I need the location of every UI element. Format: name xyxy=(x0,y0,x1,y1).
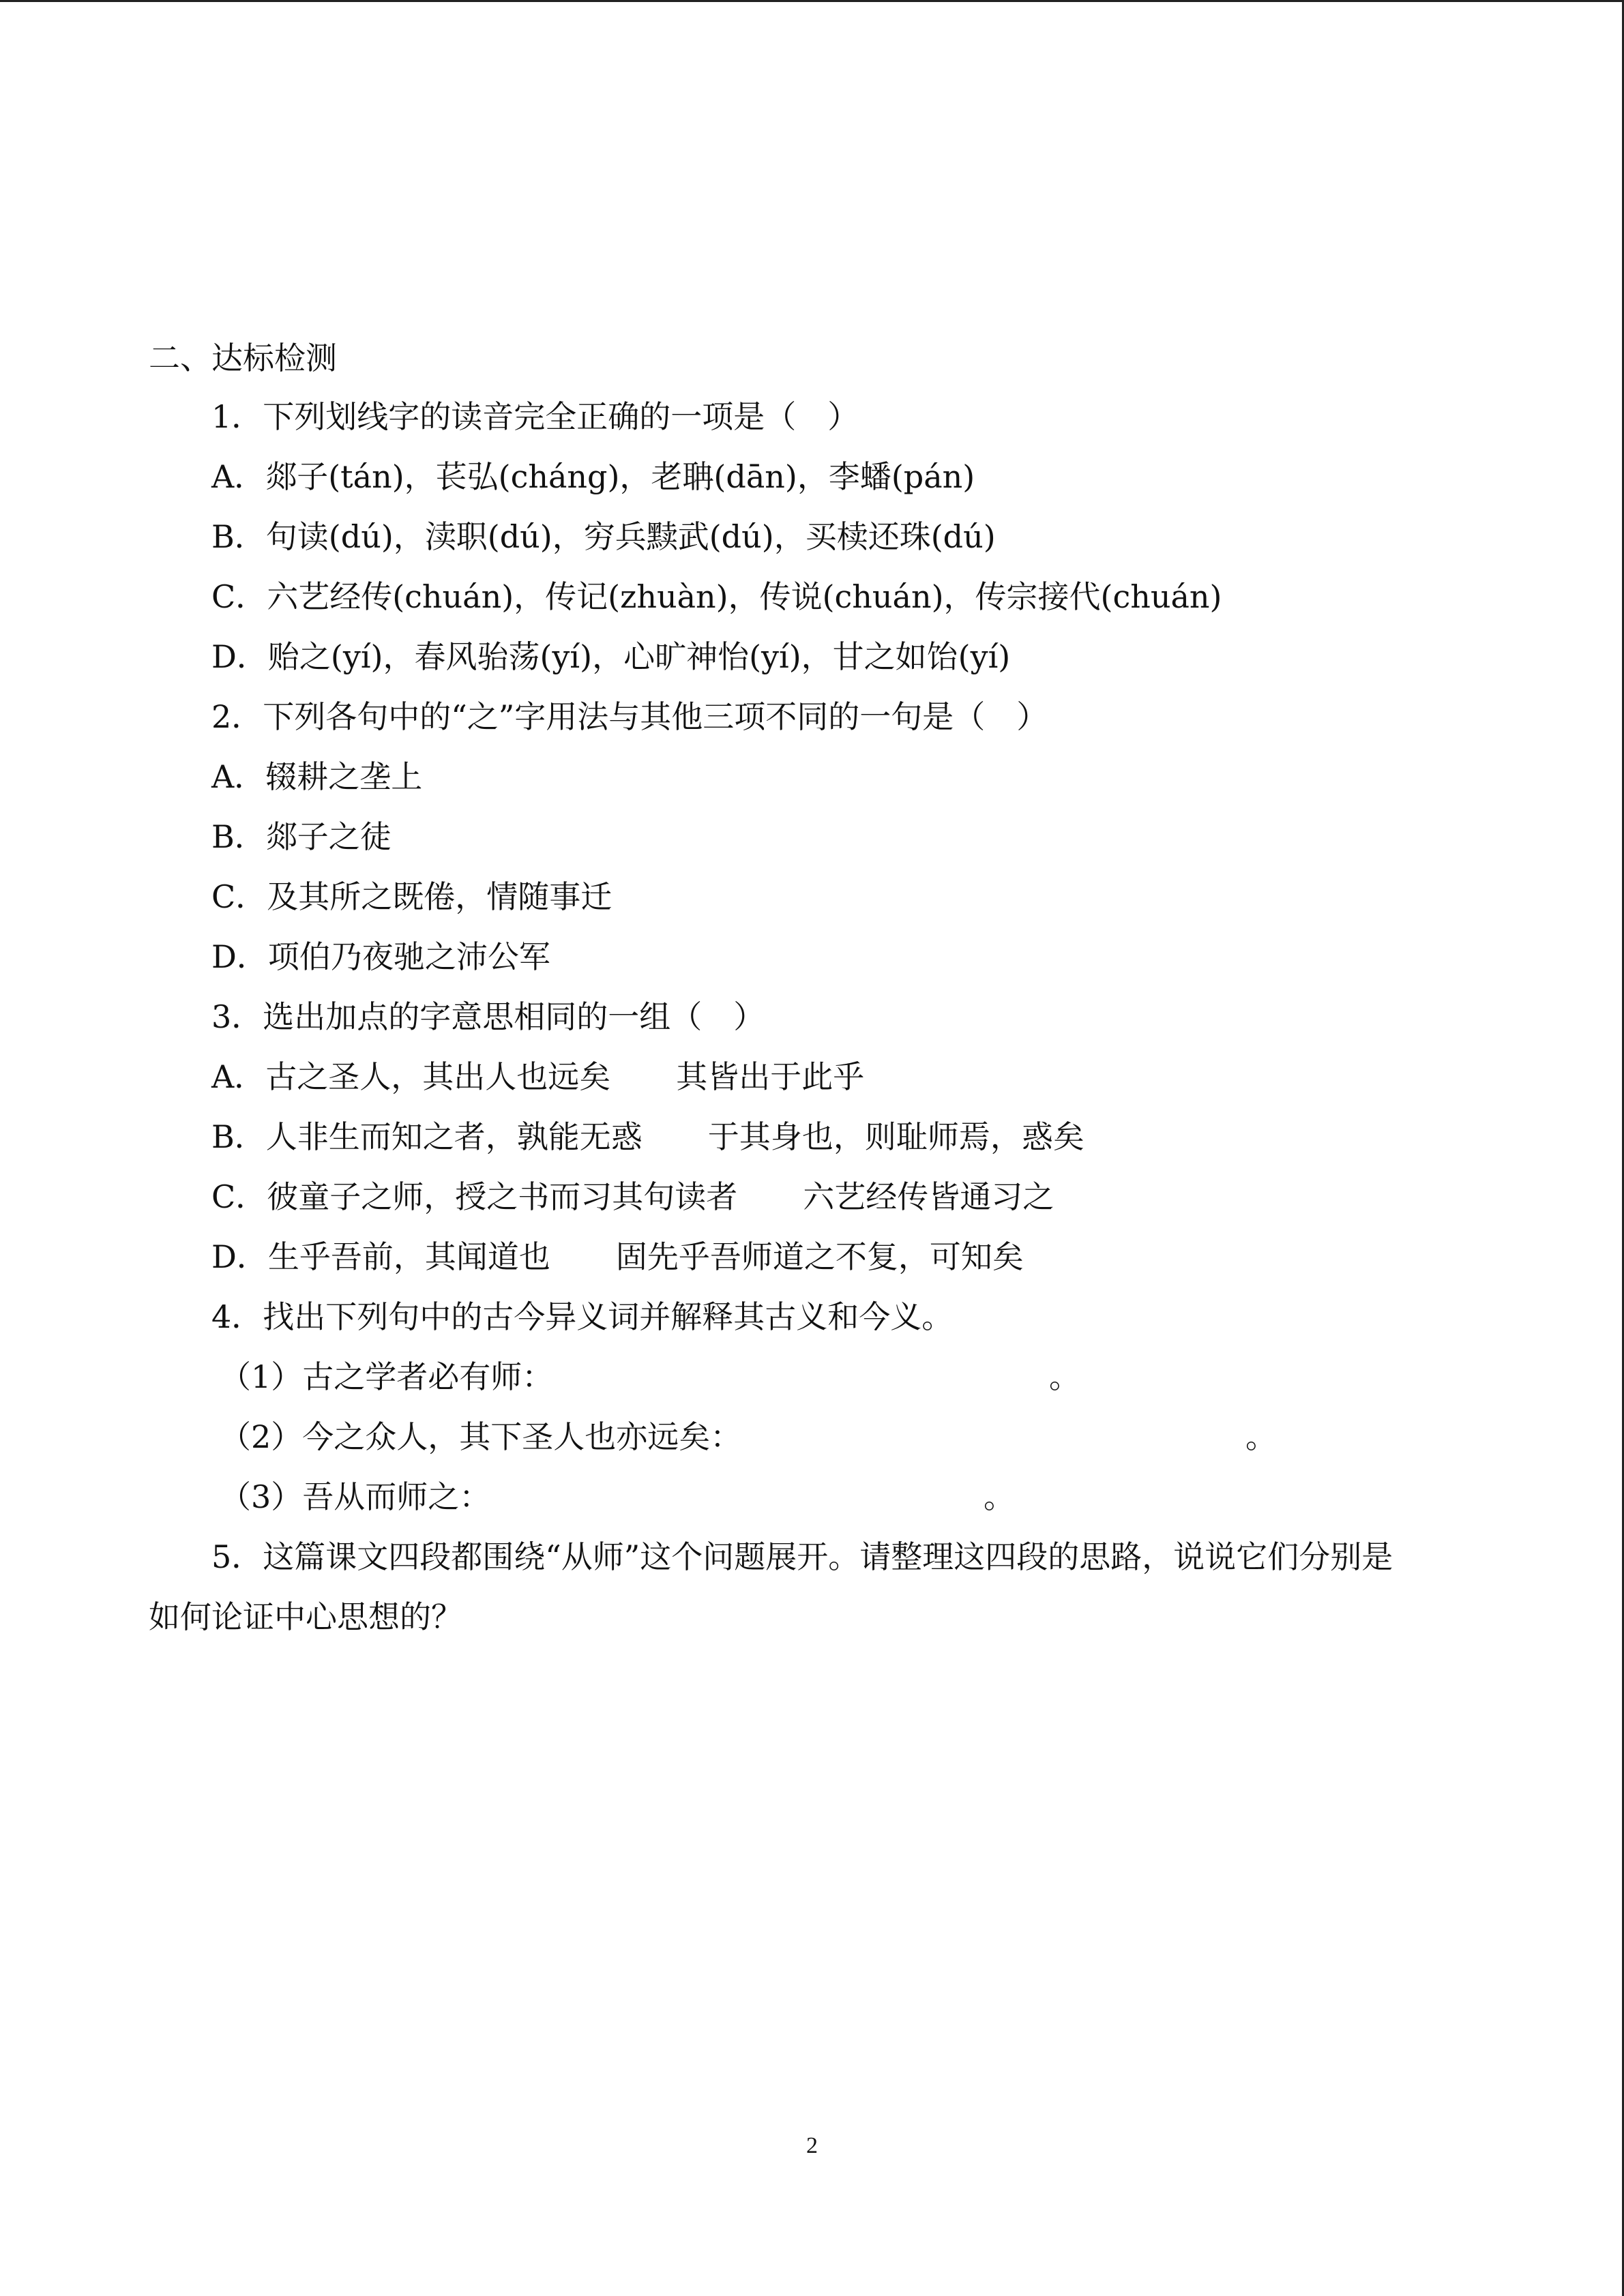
question-3-option-b xyxy=(211,1116,1084,1157)
section-heading: 二、达标检测 xyxy=(149,340,337,376)
page-number: 2 xyxy=(806,2133,818,2158)
question-2-option-b: B．郯子之徒 xyxy=(211,818,392,855)
question-4-item-2-end: 。 xyxy=(1245,1418,1277,1455)
option-c-right: 六艺经传皆通习之 xyxy=(803,1178,1054,1215)
question-2-option-c: C．及其所之既倦，情随事迁 xyxy=(211,878,612,915)
question-1-option-a: A．郯子(tán)，苌弘(cháng)，老聃(dān)，李蟠(pán) xyxy=(211,458,975,495)
option-b-left: B．人非生而知之者，孰能无惑 xyxy=(211,1118,643,1155)
question-1-stem: 1．下列划线字的读音完全正确的一项是（ ） xyxy=(211,398,859,435)
question-4-item-3: （3）吾从而师之： xyxy=(220,1478,491,1515)
question-3-stem: 3．选出加点的字意思相同的一组（ ） xyxy=(211,998,765,1035)
question-3-option-d xyxy=(211,1236,1024,1277)
question-4-item-1: （1）古之学者必有师： xyxy=(220,1358,554,1395)
option-a-left: A．古之圣人，其出人也远矣 xyxy=(211,1058,611,1095)
question-3-option-c xyxy=(211,1176,1054,1217)
question-1-option-b: B．句读(dú)，渎职(dú)，穷兵黩武(dú)，买椟还珠(dú) xyxy=(211,518,996,555)
question-4-item-3-end: 。 xyxy=(984,1478,1015,1515)
option-c-left: C．彼童子之师，授之书而习其句读者 xyxy=(211,1178,738,1215)
question-2-stem: 2．下列各句中的“之”字用法与其他三项不同的一句是（ ） xyxy=(211,698,1048,735)
question-4-item-2: （2）今之众人，其下圣人也亦远矣： xyxy=(220,1418,742,1455)
question-5-line-1: 5．这篇课文四段都围绕“从师”这个问题展开。请整理这四段的思路，说说它们分别是 xyxy=(211,1538,1393,1575)
question-5-line-2: 如何论证中心思想的？ xyxy=(149,1598,462,1635)
option-b-right: 于其身也，则耻师焉，惑矣 xyxy=(707,1118,1084,1155)
question-3-option-a xyxy=(211,1056,864,1097)
question-1-option-d: D．贻之(yí)，春风骀荡(yí)，心旷神怡(yí)，甘之如饴(yí) xyxy=(211,638,1011,675)
option-d-left: D．生乎吾前，其闻道也 xyxy=(211,1238,550,1275)
option-a-right: 其皆出于此乎 xyxy=(676,1058,865,1095)
question-4-stem: 4．找出下列句中的古今异义词并解释其古义和今义。 xyxy=(211,1298,954,1335)
question-1-option-c: C．六艺经传(chuán)，传记(zhuàn)，传说(chuán)，传宗接代(chuán) xyxy=(211,578,1222,615)
question-4-item-1-end: 。 xyxy=(1049,1358,1080,1395)
option-d-right: 固先乎吾师道之不复，可知矣 xyxy=(615,1238,1024,1275)
question-2-option-a: A．辍耕之垄上 xyxy=(211,758,423,795)
question-2-option-d: D．项伯乃夜驰之沛公军 xyxy=(211,938,550,975)
